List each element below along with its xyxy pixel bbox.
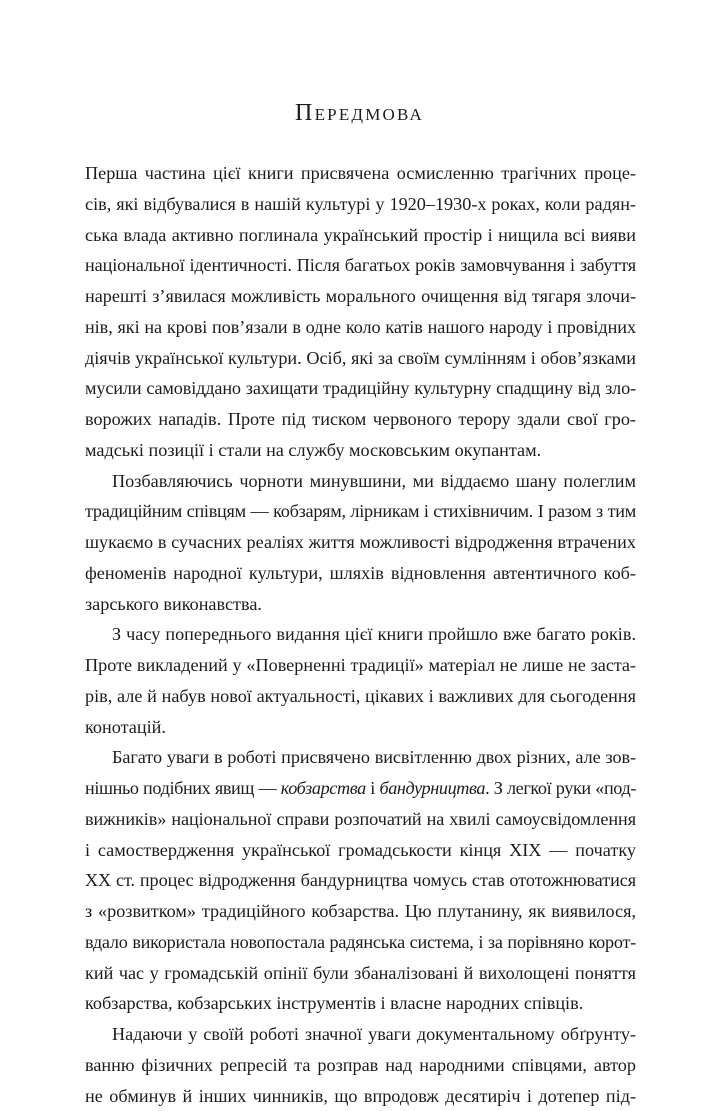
text-line: шукаємо в сучасних реаліях життя можливості відродження втрачених: [85, 527, 636, 558]
italic-term-kobzarstva: кобзарства: [281, 778, 366, 798]
text-line: Перша частина цієї книги присвячена осмисленню трагічних проце-: [85, 158, 636, 189]
text-line: сів, які відбувалися в нашій культурі у 1920–1930-х роках, коли радян-: [85, 189, 636, 220]
text-line: Позбавляючись чорноти минувшини, ми віддаємо шану полеглим: [85, 466, 636, 497]
text-line: з «розвитком» традиційного кобзарства. Цю плутанину, як виявилося,: [85, 896, 636, 927]
text-line: феноменів народної культури, шляхів відновлення автентичного коб-: [85, 558, 636, 589]
text-line: ська влада активно поглинала український простір і нищила всі вияви: [85, 220, 636, 251]
page-title: Передмова: [0, 100, 719, 127]
text-line: мусили самовіддано захищати традиційну культурну спадщину від зло-: [85, 373, 636, 404]
text-line: нарешті з’явилася можливість морального очищення від тягаря злочи-: [85, 281, 636, 312]
text-line: діячів української культури. Осіб, які за своїм сумлінням і обов’язками: [85, 343, 636, 374]
text-line: З часу попереднього видання цієї книги пройшло вже багато років.: [85, 619, 636, 650]
text-line: зарського виконавства.: [85, 589, 636, 620]
text-segment: . З легкої руки «под-: [485, 778, 636, 798]
text-line: конотацій.: [85, 712, 636, 743]
text-line: традиційним співцям — кобзарям, лірникам і стихівничим. І разом з тим: [85, 496, 636, 527]
text-line: національної ідентичності. Після багатьох років замовчування і забуття: [85, 250, 636, 281]
text-line-mixed: [85, 773, 636, 804]
text-line: кобзарства, кобзарських інструментів і власне народних співців.: [85, 988, 636, 1019]
text-line: Проте викладений у «Поверненні традиції» матеріал не лише не застa-: [85, 650, 636, 681]
text-line: Надаючи у своїй роботі значної уваги документальному обґрунту-: [85, 1019, 636, 1050]
text-line: вижників» національної справи розпочатий на хвилі самоусвідомлення: [85, 804, 636, 835]
italic-term-bandurnytstva: бандурництва: [379, 778, 485, 798]
preface-body: [85, 158, 636, 1111]
text-line: кий час у громадській опінії були збаналізовані й вихолощені поняття: [85, 958, 636, 989]
text-segment: нішньо подібних явищ —: [85, 778, 281, 798]
text-line: і самоствердження української громадськости кінця XIX — початку: [85, 835, 636, 866]
text-line: ванню фізичних репресій та розправ над народними співцями, автор: [85, 1050, 636, 1081]
text-line: мадські позиції і стали на службу московським окупантам.: [85, 435, 636, 466]
text-line: не обминув й інших чинників, що впродовж десятиріч і дотепер під-: [85, 1081, 636, 1111]
text-line: XX ст. процес відродження бандурництва чомусь став ототожнюватися: [85, 865, 636, 896]
text-line: Багато уваги в роботі присвячено висвітленню двох різних, але зов-: [85, 742, 636, 773]
text-line: нів, які на крові пов’язали в одне коло катів нашого народу і провідних: [85, 312, 636, 343]
text-segment: і: [366, 778, 380, 798]
text-line: рів, але й набув нової актуальності, цікавих і важливих для сьогодення: [85, 681, 636, 712]
text-line: вдало використала новопостала радянська система, і за порівняно корот-: [85, 927, 636, 958]
text-line: ворожих нападів. Проте під тиском червоного терору здали свої гро-: [85, 404, 636, 435]
